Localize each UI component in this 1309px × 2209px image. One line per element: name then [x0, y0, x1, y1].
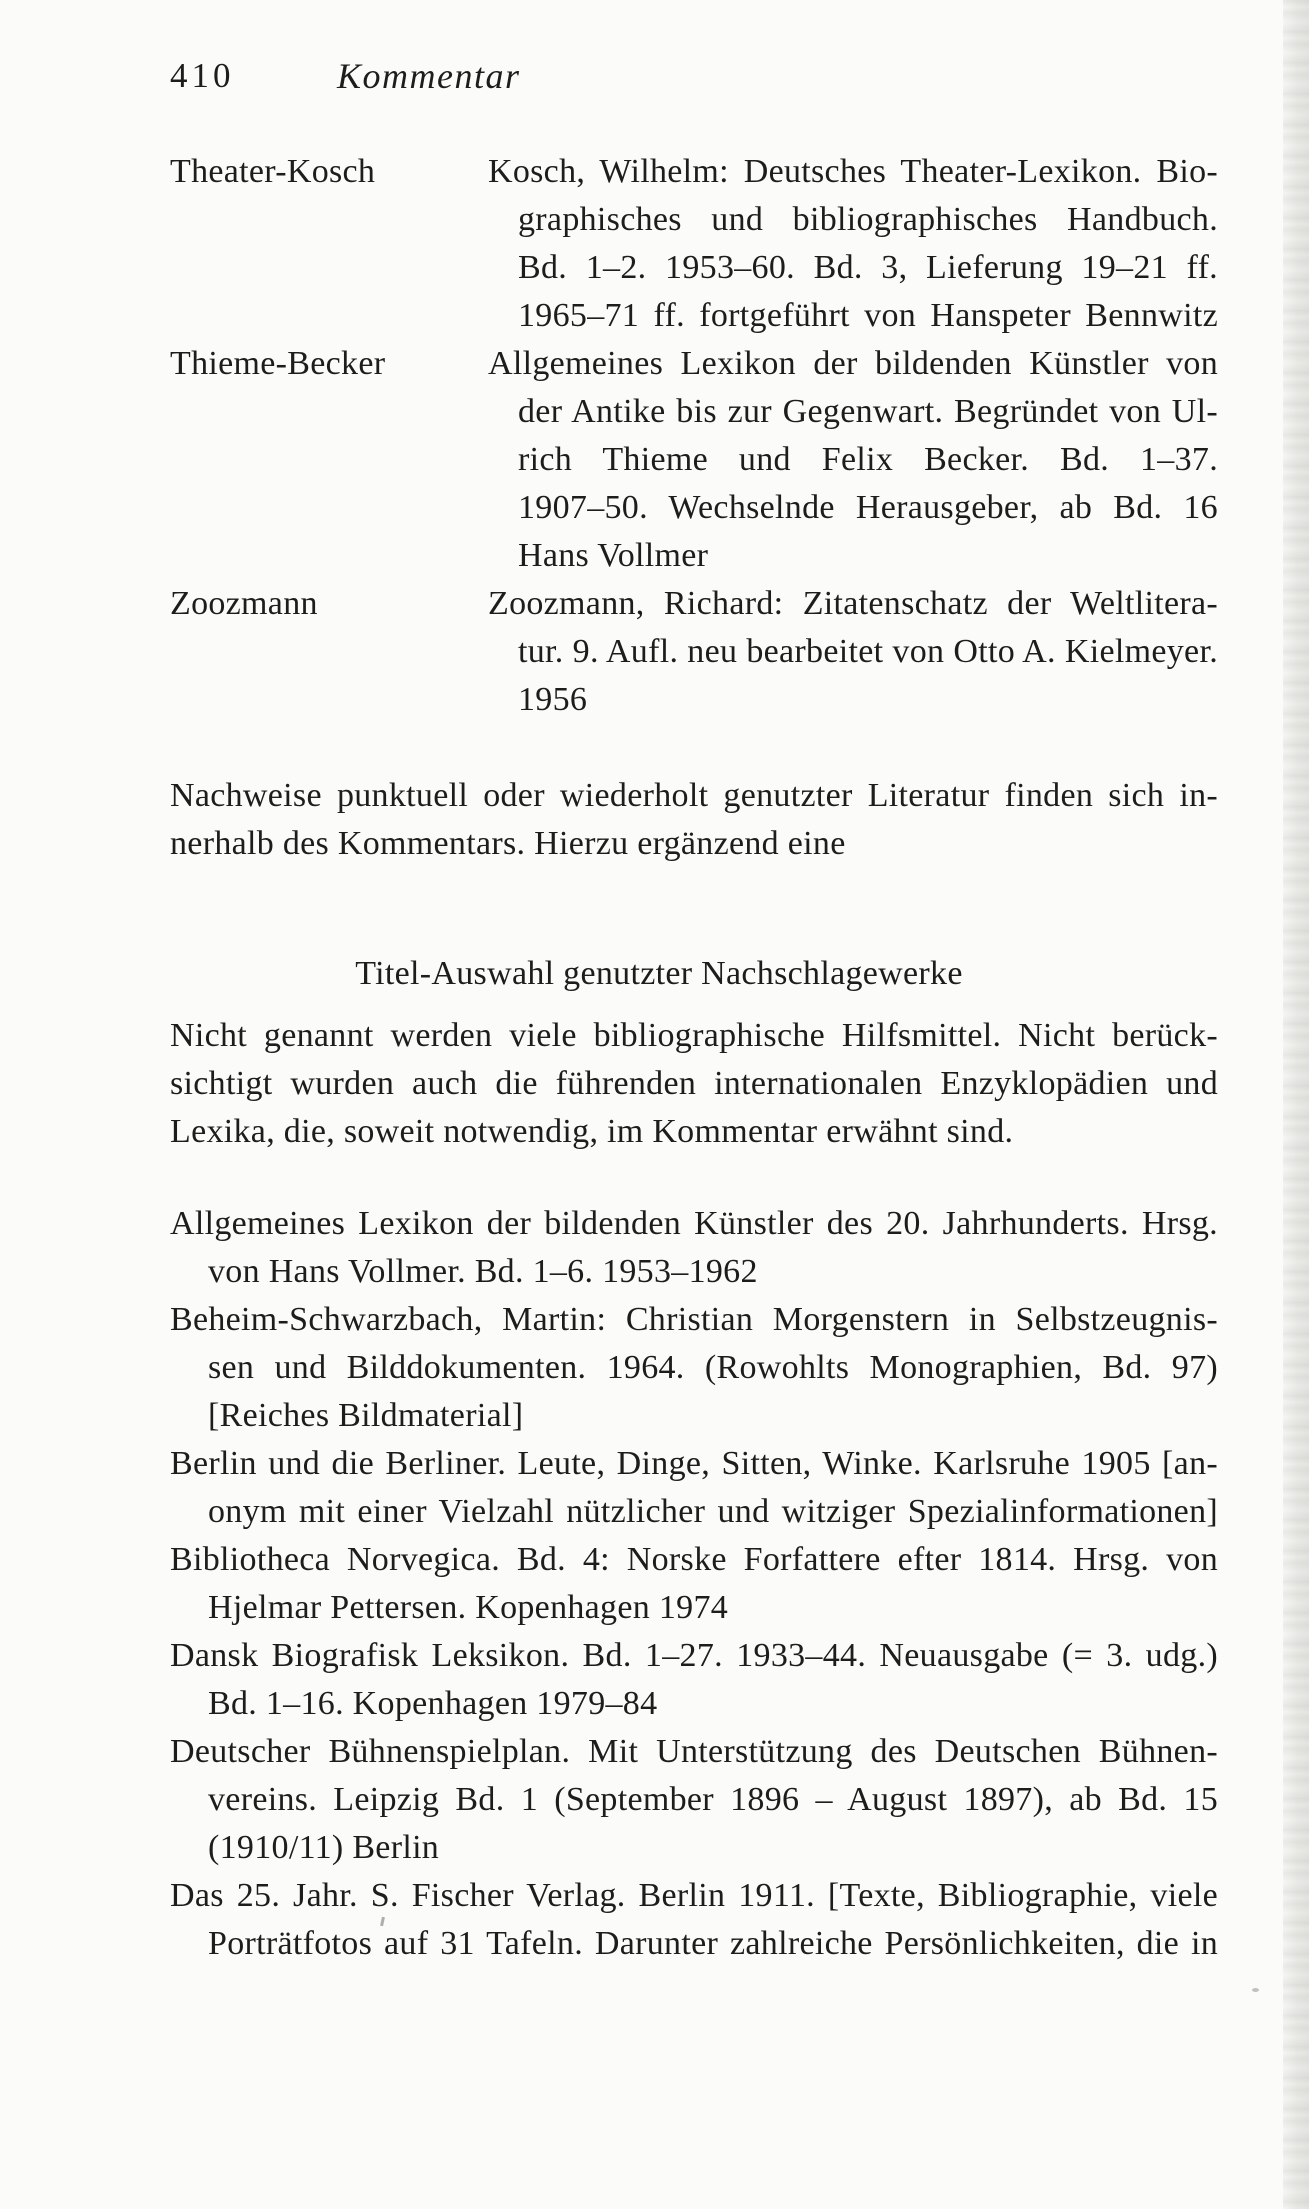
- glossary-entry-thieme-becker: [170, 340, 1218, 580]
- text-line: rich Thieme und Felix Becker. Bd. 1–37.: [518, 441, 1218, 478]
- bibliography-entry: [170, 1200, 1218, 1296]
- text-line: tur. 9. Aufl. neu bearbeitet von Otto A. Kielmeyer.: [518, 633, 1218, 670]
- text-line: von Hans Vollmer. Bd. 1–6. 1953–1962: [208, 1253, 758, 1290]
- text-line: Deutscher Bühnenspielplan. Mit Unterstützung des Deutschen Bühnen-: [170, 1733, 1218, 1770]
- intro-paragraph: [170, 772, 1218, 868]
- glossary-term: Zoozmann: [170, 585, 318, 622]
- glossary-entry-zoozmann: [170, 580, 1218, 724]
- glossary-entry-theater-kosch: [170, 148, 1218, 340]
- scan-edge-artifact: [1283, 0, 1309, 2209]
- running-head-title: Kommentar: [337, 56, 521, 96]
- note-paragraph: [170, 1012, 1218, 1156]
- text-line: Allgemeines Lexikon der bildenden Künstler von: [488, 345, 1218, 382]
- text-line: (1910/11) Berlin: [208, 1829, 440, 1866]
- section-heading: Titel-Auswahl genutzter Nachschlagewerke: [355, 955, 963, 992]
- text-line: Allgemeines Lexikon der bildenden Künstler des 20. Jahrhunderts. Hrsg.: [170, 1205, 1218, 1242]
- bibliography-entry: [170, 1296, 1218, 1440]
- text-line: onym mit einer Vielzahl nützlicher und witziger Spezialinformationen]: [208, 1493, 1218, 1530]
- glossary-definition: [488, 148, 1218, 340]
- glossary-term: Theater-Kosch: [170, 153, 376, 190]
- text-line: Kosch, Wilhelm: Deutsches Theater-Lexikon. Bio-: [488, 153, 1218, 190]
- abbreviation-list: [170, 148, 1218, 724]
- text-line: Berlin und die Berliner. Leute, Dinge, Sitten, Winke. Karlsruhe 1905 [an-: [170, 1445, 1218, 1482]
- text-line: Porträtfotos auf 31 Tafeln. Darunter zahlreiche Persönlichkeiten, die in: [208, 1925, 1218, 1962]
- text-line: graphisches und bibliographisches Handbuch.: [518, 201, 1218, 238]
- bibliography-entry: [170, 1440, 1218, 1536]
- bibliography-entry: [170, 1872, 1218, 1968]
- text-line: Dansk Biografisk Leksikon. Bd. 1–27. 1933–44. Neuausgabe (= 3. udg.): [170, 1637, 1218, 1674]
- text-line: Zoozmann, Richard: Zitatenschatz der Weltlitera-: [488, 585, 1218, 622]
- text-line: Lexika, die, soweit notwendig, im Kommentar erwähnt sind.: [170, 1113, 1014, 1150]
- text-line: Nicht genannt werden viele bibliographische Hilfsmittel. Nicht berück-: [170, 1017, 1218, 1054]
- text-line: Bd. 1–2. 1953–60. Bd. 3, Lieferung 19–21 ff.: [518, 249, 1218, 286]
- glossary-definition: [488, 340, 1218, 580]
- running-header: [170, 52, 1218, 100]
- text-line: der Antike bis zur Gegenwart. Begründet von Ul-: [518, 393, 1218, 430]
- scan-speck: [1252, 1988, 1259, 1992]
- text-line: nerhalb des Kommentars. Hierzu ergänzend eine: [170, 825, 846, 862]
- text-line: 1965–71 ff. fortgeführt von Hanspeter Bennwitz: [518, 297, 1218, 334]
- glossary-definition: [488, 580, 1218, 724]
- text-line: vereins. Leipzig Bd. 1 (September 1896 – August 1897), ab Bd. 15: [208, 1781, 1218, 1818]
- text-line: Das 25. Jahr. S. Fischer Verlag. Berlin 1911. [Texte, Bibliographie, viele: [170, 1877, 1218, 1914]
- text-line: Nachweise punktuell oder wiederholt genutzter Literatur finden sich in-: [170, 777, 1218, 814]
- text-line: Hjelmar Pettersen. Kopenhagen 1974: [208, 1589, 729, 1626]
- text-line: Hans Vollmer: [518, 537, 709, 574]
- bibliography-list: [170, 1200, 1218, 1968]
- text-line: 1907–50. Wechselnde Herausgeber, ab Bd. 16: [518, 489, 1218, 526]
- text-line: Bd. 1–16. Kopenhagen 1979–84: [208, 1685, 658, 1722]
- text-line: Beheim-Schwarzbach, Martin: Christian Morgenstern in Selbstzeugnis-: [170, 1301, 1218, 1338]
- bibliography-entry: [170, 1632, 1218, 1728]
- text-line: 1956: [518, 681, 588, 718]
- text-line: sichtigt wurden auch die führenden internationalen Enzyklopädien und: [170, 1065, 1218, 1102]
- page-number: 410: [170, 56, 235, 95]
- text-line: Bibliotheca Norvegica. Bd. 4: Norske Forfattere efter 1814. Hrsg. von: [170, 1541, 1218, 1578]
- text-line: sen und Bilddokumenten. 1964. (Rowohlts Monographien, Bd. 97): [208, 1349, 1218, 1386]
- bibliography-entry: [170, 1536, 1218, 1632]
- glossary-term: Thieme-Becker: [170, 345, 386, 382]
- text-line: [Reiches Bildmaterial]: [208, 1397, 524, 1434]
- bibliography-entry: [170, 1728, 1218, 1872]
